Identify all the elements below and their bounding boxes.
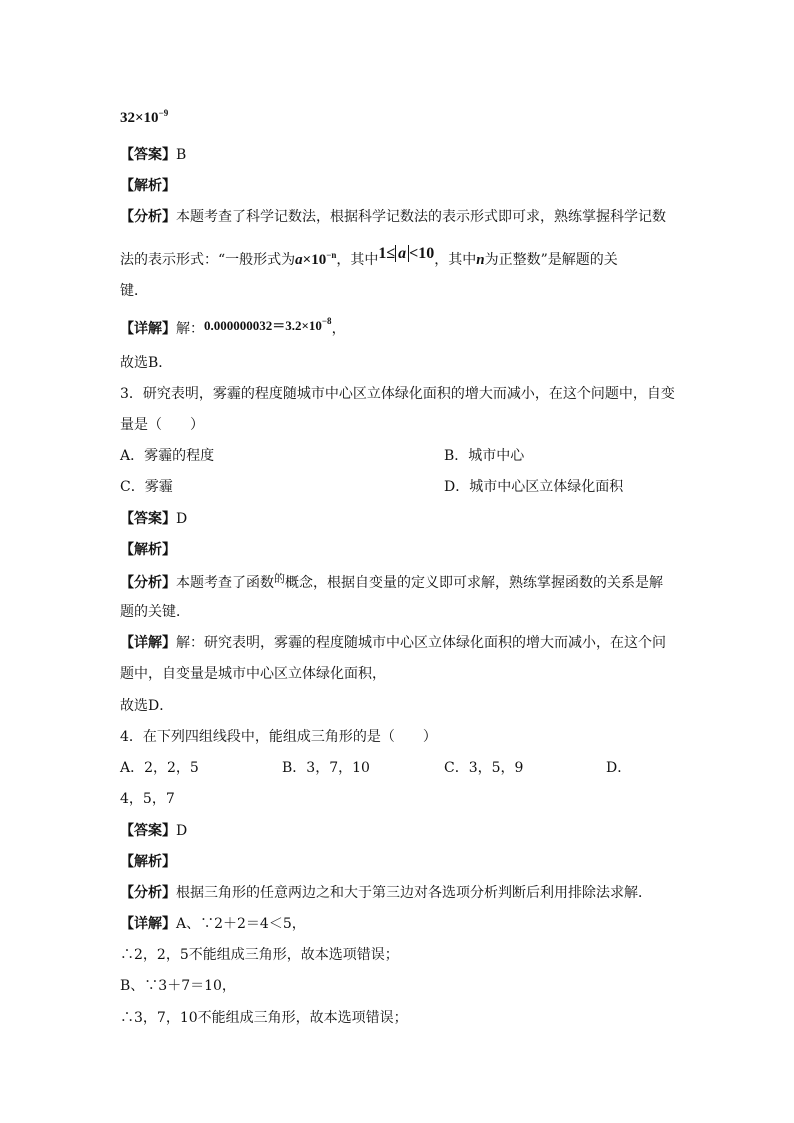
q3-option-c: C．雾霾 <box>120 479 173 495</box>
q3-stem-line1: 3．研究表明，雾霾的程度随城市中心区立体绿化面积的增大而减小，在这个问题中，自变 <box>120 386 675 402</box>
q4-stem: 4．在下列四组线段中，能组成三角形的是（ ） <box>120 729 437 745</box>
q2-detail: 【详解】解：$0.000000032=3.2\times 10^{-8}$， <box>120 316 346 337</box>
q4-detail-line4: ∴3，7，10不能组成三角形，故本选项错误； <box>120 1010 408 1026</box>
q3-detail-line1: 【详解】解：研究表明，雾霾的程度随城市中心区立体绿化面积的增大而减小，在这个问 <box>120 635 666 651</box>
q4-option-b: B．3，7，10 <box>282 760 370 776</box>
q4-option-d-label: D． <box>606 760 632 776</box>
q2-answer: 【答案】B <box>120 147 187 163</box>
q3-option-b: B．城市中心 <box>444 448 525 464</box>
q3-option-a: A．雾霾的程度 <box>120 448 215 464</box>
q3-fenxi-line2: 题的关键． <box>120 604 190 620</box>
q3-detail-line2: 题中，自变量是城市中心区立体绿化面积， <box>120 666 386 682</box>
q3-option-d: D．城市中心区立体绿化面积 <box>444 479 624 495</box>
q4-option-c: C．3，5，9 <box>444 760 524 776</box>
q4-detail-line1: 【详解】A、∵2＋2＝4＜5， <box>120 916 306 932</box>
previous-option-value: $32\times 10^{-9}$ <box>120 108 169 126</box>
q3-stem-line2: 量是（ ） <box>120 417 204 433</box>
q2-fenxi-line2: 法的表示形式：“一般形式为$a\times 10^{-n}$，其中1≤ a <10，其中n为正整数”是解题的关 <box>120 245 618 268</box>
q4-detail-line3: B、∵3＋7＝10， <box>120 978 236 994</box>
q4-fenxi: 【分析】根据三角形的任意两边之和大于第三边对各选项分析判断后利用排除法求解． <box>120 885 652 901</box>
q2-conclusion: 故选B． <box>120 355 173 371</box>
q2-fenxi-line1: 【分析】本题考查了科学记数法，根据科学记数法的表示形式即可求，熟练掌握科学记数 <box>120 209 666 225</box>
q4-option-a: A．2，2，5 <box>120 760 199 776</box>
q4-analysis-heading: 【解析】 <box>120 854 176 870</box>
q3-analysis-heading: 【解析】 <box>120 542 176 558</box>
q4-answer: 【答案】D <box>120 823 188 839</box>
q3-conclusion: 故选D． <box>120 698 174 714</box>
q3-fenxi-line1: 【分析】本题考查了函数$^的$概念，根据自变量的定义即可求解，熟练掌握函数的关系是解 <box>120 572 663 591</box>
q4-option-d-value: 4，5，7 <box>120 791 175 807</box>
q3-answer: 【答案】D <box>120 511 188 527</box>
q2-fenxi-line3: 键． <box>120 283 148 299</box>
q2-analysis-heading: 【解析】 <box>120 178 176 194</box>
q4-detail-line2: ∴2，2，5不能组成三角形，故本选项错误； <box>120 947 399 963</box>
